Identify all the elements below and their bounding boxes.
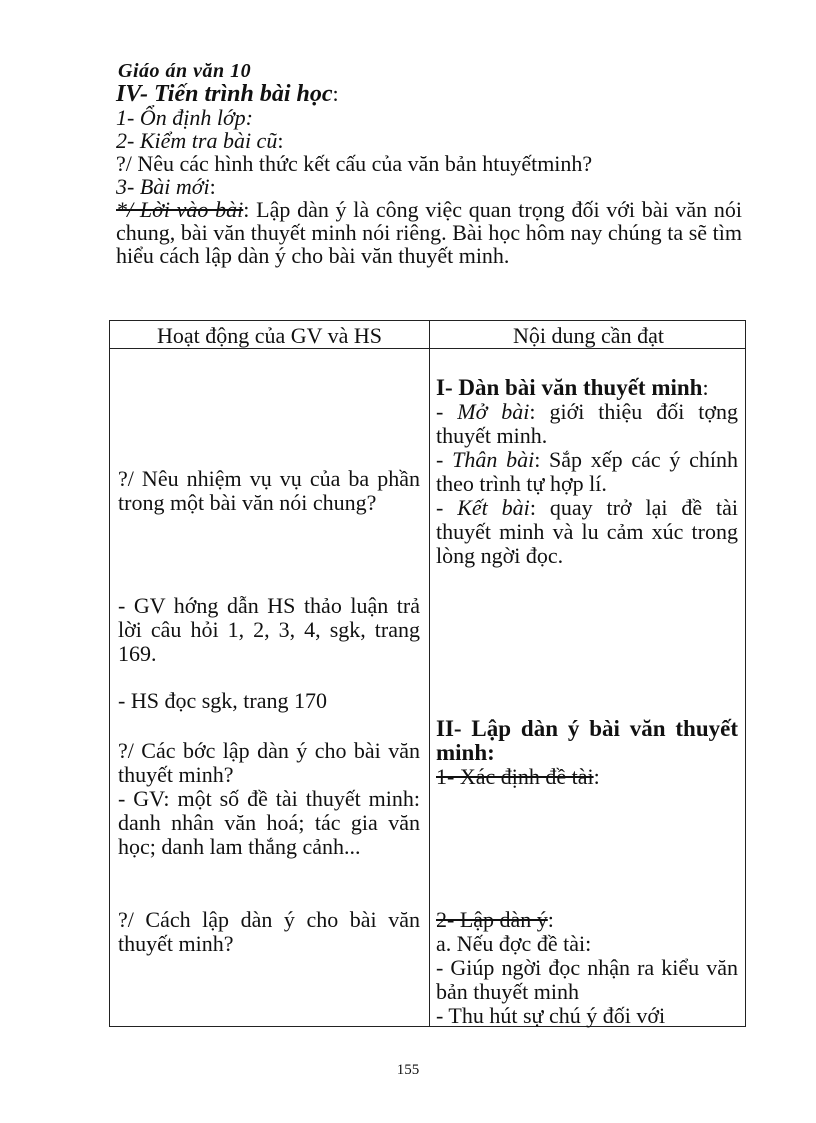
- question-outline-steps: ?/ Các bớc lập dàn ý cho bài văn thuyết minh?: [118, 738, 420, 787]
- step-3: 3- Bài mới: [116, 174, 210, 199]
- lesson-intro: [116, 82, 742, 267]
- review-question: ?/ Nêu các hình thức kết cấu của văn bản htuyếtminh?: [116, 151, 593, 176]
- section-two-title: II- Lập dàn ý bài văn thuyết minh:: [436, 716, 738, 765]
- section-one-title: I- Dàn bài văn thuyết minh: [436, 375, 703, 400]
- item-a-bullet-1: - Giúp ngời đọc nhận ra kiểu văn bản thuyết minh: [436, 955, 738, 1004]
- teacher-topics: - GV: một số đề tài thuyết minh: danh nhân văn hoá; tác gia văn học; danh lam thắng cảnh...: [118, 786, 420, 859]
- header-activities: Hoạt động của GV và HS: [156, 323, 383, 348]
- document-header: Giáo án văn 10: [118, 60, 252, 82]
- question-outline-method: ?/ Cách lập dàn ý cho bài văn thuyết minh?: [118, 907, 420, 956]
- question-three-parts: ?/ Nêu nhiệm vụ vụ của ba phần trong một bài văn nói chung?: [118, 466, 420, 515]
- section-title: IV- Tiến trình bài học: [116, 81, 333, 107]
- lesson-table: [109, 320, 746, 1027]
- item-a-bullet-2: - Thu hút sự chú ý đối với: [436, 1003, 666, 1028]
- section-title-colon: :: [332, 81, 339, 106]
- outline-build-section: [436, 908, 738, 1028]
- header-divider: [110, 348, 745, 349]
- step-3-colon: :: [209, 174, 216, 199]
- outline-method-section: [436, 717, 738, 789]
- page-number: 155: [396, 1062, 420, 1078]
- subsection-topic-colon: :: [593, 764, 600, 789]
- step-2-colon: :: [277, 128, 284, 153]
- column-divider: [429, 321, 430, 1026]
- header-content: Nội dung cần đạt: [513, 323, 664, 348]
- teacher-guidance: - GV hớng dẫn HS thảo luận trả lời câu hỏi 1, 2, 3, 4, sgk, trang 169.: [118, 593, 420, 666]
- step-1: 1- Ổn định lớp:: [116, 105, 254, 130]
- item-a: a. Nếu đợc đề tài:: [436, 931, 592, 956]
- section-one-colon: :: [702, 375, 709, 400]
- subsection-outline: 2- Lập dàn ý: [436, 907, 548, 932]
- conclusion-part-text: : quay trở lại đề tài thuyết minh và lu cảm xúc trong lòng ngời đọc.: [436, 495, 739, 568]
- body-part-text: : Sắp xếp các ý chính theo trình tự hợp lí.: [436, 447, 738, 496]
- conclusion-part-label: Kết bài: [457, 495, 530, 520]
- student-reading: - HS đọc sgk, trang 170: [118, 688, 327, 713]
- body-part-label: Thân bài: [452, 447, 535, 472]
- lead-in-label: */ Lời vào bài: [116, 197, 244, 222]
- step-2: 2- Kiểm tra bài cũ: [116, 128, 278, 153]
- intro-part-text: : giới thiệu đối tợng thuyết minh.: [436, 399, 738, 448]
- outline-section: I- Dàn bài văn thuyết minh: - Mở bài: giới thiệu đối tợng thuyết minh. - Thân bài: Sắp xếp các ý chính theo trình tự hợp lí. - Kết bài: quay trở lại đề tài thuyết minh và lu cảm xúc trong lòng ngời đọc.: [436, 375, 739, 568]
- intro-part-label: Mở bài: [457, 399, 530, 424]
- subsection-topic: 1- Xác định đề tài: [436, 764, 594, 789]
- lead-in-text: : Lập dàn ý là công việc quan trọng đối với bài văn nói chung, bài văn thuyết minh nói riêng. Bài học hôm nay chúng ta sẽ tìm hiểu cách lập dàn ý cho bài văn thuyết minh.: [116, 197, 742, 268]
- subsection-outline-colon: :: [547, 907, 554, 932]
